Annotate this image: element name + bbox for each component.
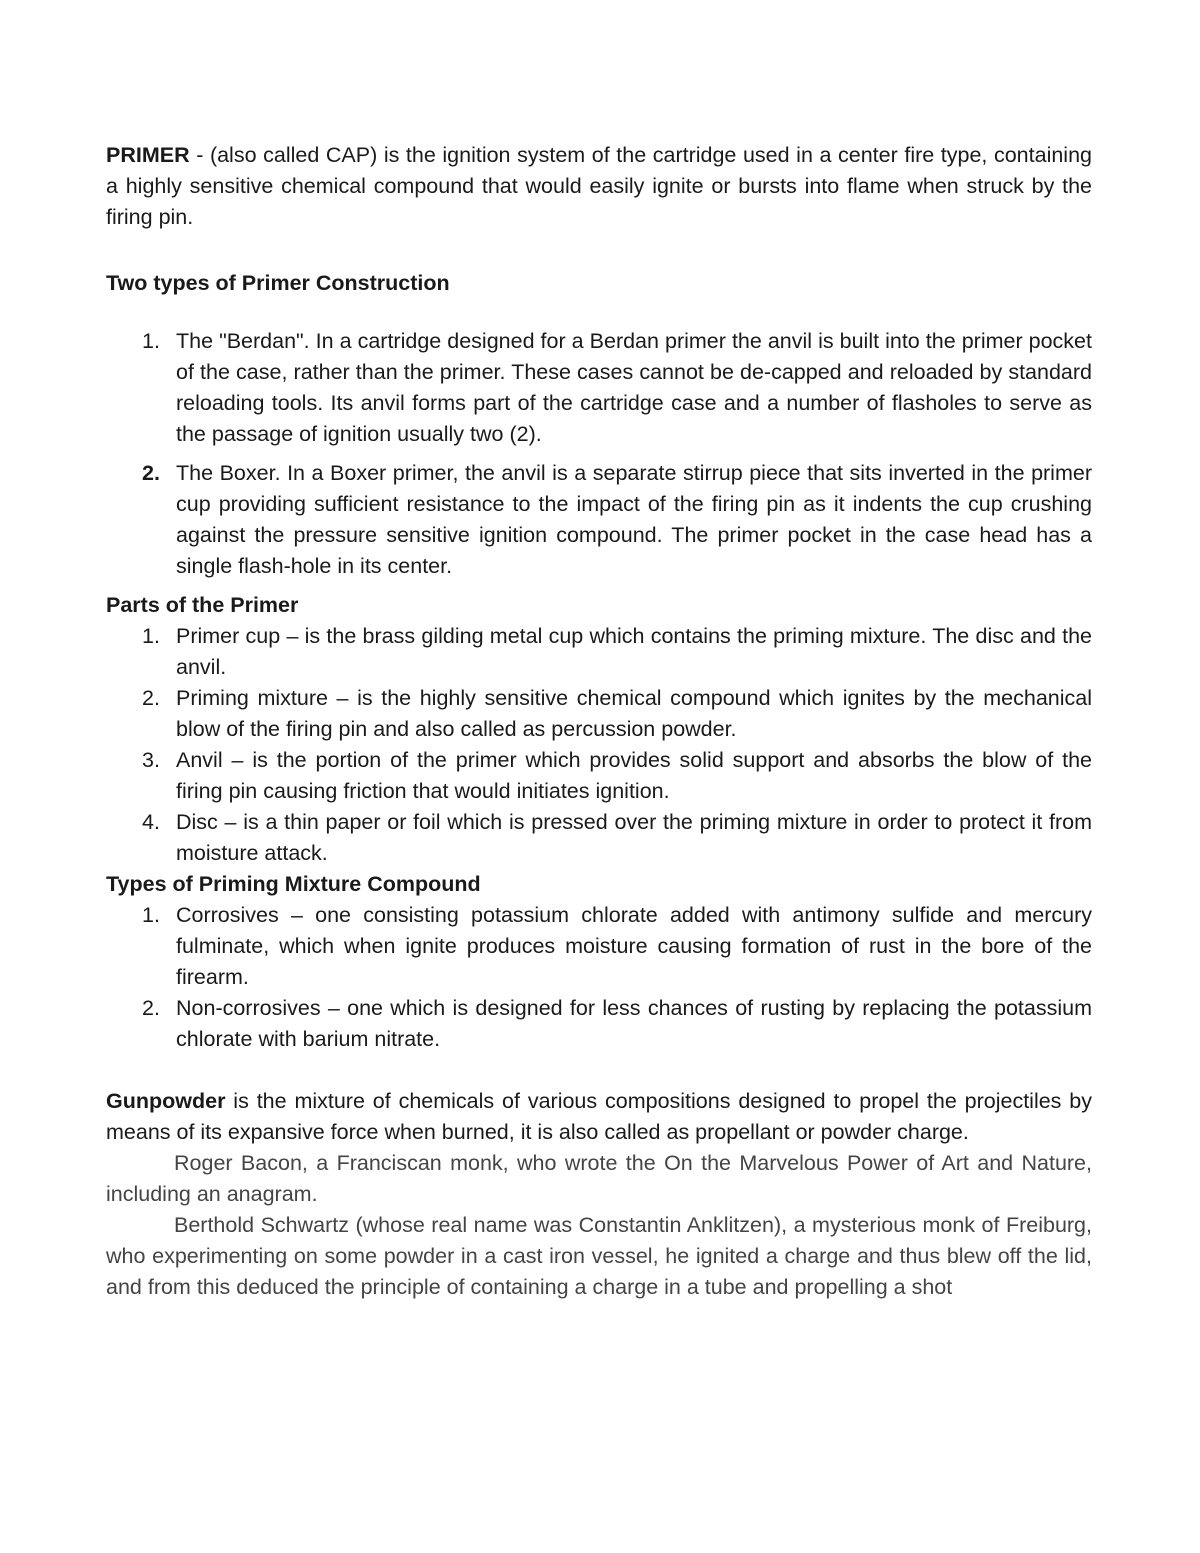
mixture-list [106,900,1092,1055]
gunpowder-definition [106,1086,1092,1148]
list-number: 4. [142,810,160,834]
list-item [106,807,1092,869]
list-item-text: Primer cup – is the brass gilding metal cup which contains the priming mixture. The disc and the anvil. [176,624,1092,679]
list-item-text: Anvil – is the portion of the primer which provides solid support and absorbs the blow of the firing pin causing friction that would initiates ignition. [176,748,1092,803]
list-item [106,993,1092,1055]
list-number: 1. [142,624,160,648]
list-item-text: Corrosives – one consisting potassium chlorate added with antimony sulfide and mercury fulminate, which when ignite produces moisture causing formation of rust in the bore of the firearm. [176,903,1092,989]
list-item [106,458,1092,582]
list-number: 2. [142,461,160,485]
list-item-text: The "Berdan". In a cartridge designed for a Berdan primer the anvil is built into the primer pocket of the case, rather than the primer. These cases cannot be de-capped and reloaded by standard reloading tools. Its anvil forms part of the cartridge case and a number of flasholes to serve as the passage of ignition usually two (2). [176,329,1092,446]
list-item-text: Non-corrosives – one which is designed for less chances of rusting by replacing the potassium chlorate with barium nitrate. [176,996,1092,1051]
list-item [106,745,1092,807]
list-item-text: Priming mixture – is the highly sensitive chemical compound which ignites by the mechanical blow of the firing pin and also called as percussion powder. [176,686,1092,741]
list-number: 3. [142,748,160,772]
primer-definition [106,140,1092,233]
roger-bacon-paragraph: Roger Bacon, a Franciscan monk, who wrote the On the Marvelous Power of Art and Nature, including an anagram. [106,1151,1092,1206]
list-number: 1. [142,329,160,353]
construction-heading: Two types of Primer Construction [106,271,450,295]
list-item-text: Disc – is a thin paper or foil which is pressed over the priming mixture in order to protect it from moisture attack. [176,810,1092,865]
list-number: 2. [142,686,160,710]
list-item [106,621,1092,683]
gunpowder-definition-text: is the mixture of chemicals of various compositions designed to propel the projectiles by means of its expansive force when burned, it is also called as propellant or powder charge. [106,1089,1092,1144]
gunpowder-term: Gunpowder [106,1089,226,1113]
list-number: 1. [142,903,160,927]
list-item [106,683,1092,745]
document-body [106,140,1092,1303]
primer-definition-text: - (also called CAP) is the ignition system of the cartridge used in a center fire type, containing a highly sensitive chemical compound that would easily ignite or bursts into flame when struck by the firing pin. [106,143,1092,229]
primer-term: PRIMER [106,143,190,167]
parts-heading: Parts of the Primer [106,593,299,617]
mixture-heading: Types of Priming Mixture Compound [106,872,481,896]
berthold-schwartz-paragraph: Berthold Schwartz (whose real name was Constantin Anklitzen), a mysterious monk of Freiburg, who experimenting on some powder in a cast iron vessel, he ignited a charge and thus blew off the lid, and from this deduced the principle of containing a charge in a tube and propelling a shot [106,1213,1092,1299]
parts-list [106,621,1092,869]
list-item [106,326,1092,450]
list-item [106,900,1092,993]
construction-list [106,326,1092,582]
list-item-text: The Boxer. In a Boxer primer, the anvil is a separate stirrup piece that sits inverted in the primer cup providing sufficient resistance to the impact of the firing pin as it indents the cup crushing against the pressure sensitive ignition compound. The primer pocket in the case head has a single flash-hole in its center. [176,461,1092,578]
list-number: 2. [142,996,160,1020]
